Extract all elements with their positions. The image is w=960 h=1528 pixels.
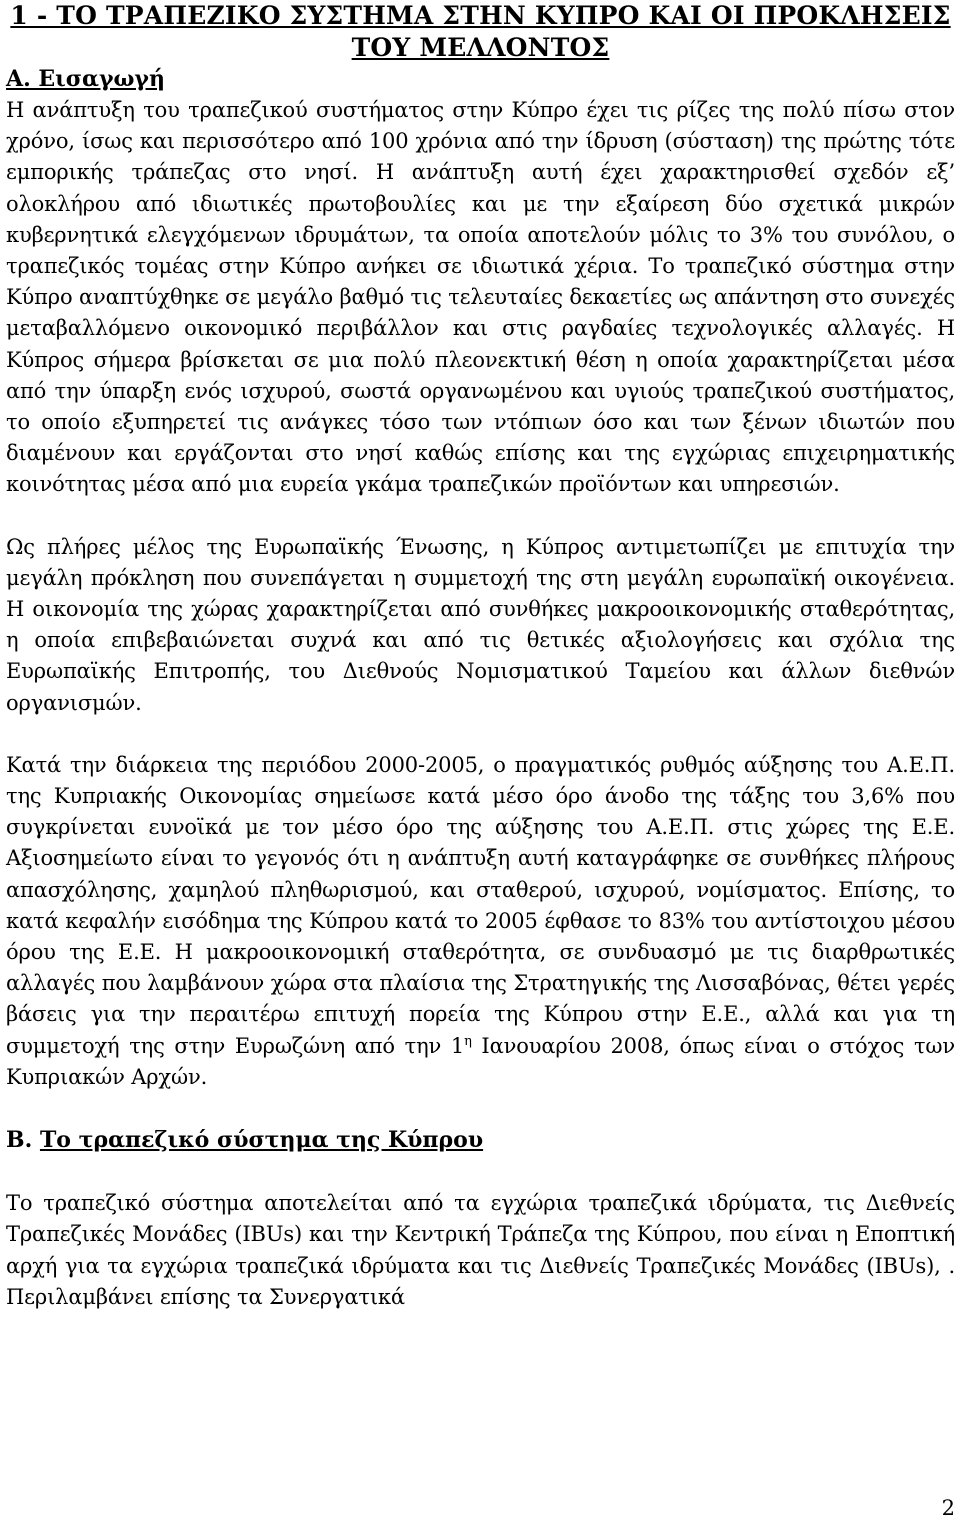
paragraph-spacer (6, 1156, 955, 1188)
section-a-paragraph-3-text: Κατά την διάρκεια της περιόδου 2000-2005, ο πραγματικός ρυθμός αύξησης του Α.Ε.Π. της Κυπριακής Οικονομίας σημείωσε κατά μέσο όρο άνοδο της τάξης του 3,6% που συγκρίνεται ευνοϊκά με τον μέσο όρο της αύξησης του Α.Ε.Π. στις χώρες της Ε.Ε. Αξιοσημείωτο είναι το γεγονός ότι η ανάπτυξη αυτή καταγράφηκε σε συνθήκες πλήρους απασχόλησης, χαμηλού πληθωρισμού, και σταθερού, ισχυρού, νομίσματος. Επίσης, το κατά κεφαλήν εισόδημα της Κύπρου κατά το 2005 έφθασε το 83% του αντίστοιχου μέσου όρου της Ε.Ε. Η μακροοικονομική σταθερότητα, σε συνδυασμό με τις διαρθρωτικές αλλαγές που λαμβάνουν χώρα στα πλαίσια της Στρατηγικής της Λισσαβόνας, θέτει γερές βάσεις για την περαιτέρω επιτυχή πορεία της Κύπρου στην Ε.Ε., αλλά και για τη συμμετοχή της στην Ευρωζώνη από την 1 (6, 752, 955, 1058)
section-a-paragraph-2: Ως πλήρες μέλος της Ευρωπαϊκής Ένωσης, η Κύπρος αντιμετωπίζει με επιτυχία την μεγάλη πρόκληση που συνεπάγεται η συμμετοχή της στη μεγάλη ευρωπαϊκή οικογένεια. Η οικονομία της χώρας χαρακτηρίζεται από συνθήκες μακροοικονομικής σταθερότητας, η οποία επιβεβαιώνεται συχνά και από τις θετικές αξιολογήσεις και σχόλια της Ευρωπαϊκής Επιτροπής, του Διεθνούς Νομισματικού Ταμείου και άλλων διεθνών οργανισμών. (6, 534, 955, 715)
section-b-title: Το τραπεζικό σύστημα της Κύπρου (39, 1127, 484, 1154)
section-a-heading: Α. Εισαγωγή (6, 66, 165, 92)
paragraph-spacer (6, 1093, 955, 1125)
section-a-paragraph-3-end: Ιανουαρίου 2008, όπως είναι ο στόχος των Κυπριακών Αρχών. (6, 1033, 955, 1089)
ordinal-suffix: η (464, 1033, 472, 1049)
document-title: 1 - ΤΟ ΤΡΑΠΕΖΙΚΟ ΣΥΣΤΗΜΑ ΣΤΗΝ ΚΥΠΡΟ ΚΑΙ ΟΙ ΠΡΟΚΛΗΣΕΙΣ ΤΟΥ ΜΕΛΛΟΝΤΟΣ (10, 1, 951, 62)
paragraph-spacer (6, 719, 955, 750)
paragraph-spacer (6, 501, 955, 532)
document-page (6, 0, 955, 1313)
section-b-prefix: Β. (6, 1127, 33, 1154)
section-b-paragraph: Το τραπεζικό σύστημα αποτελείται από τα εγχώρια τραπεζικά ιδρύματα, τις Διεθνείς Τραπεζικές Μονάδες (IBUs) και την Κεντρική Τράπεζα της Κύπρου, που είναι η Εποπτική αρχή για τα εγχώρια τραπεζικά ιδρύματα και τις Διεθνείς Τραπεζικές Μονάδες (IBUs), . Περιλαμβάνει επίσης τα Συνεργατικά (6, 1191, 955, 1309)
section-a-paragraph-3 (6, 750, 955, 1093)
section-b-heading (6, 1125, 955, 1156)
page-number: 2 (941, 1496, 955, 1520)
section-a-paragraph-1: Η ανάπτυξη του τραπεζικού συστήματος στην Κύπρο έχει τις ρίζες της πολύ πίσω στον χρόνο, ίσως και περισσότερο από 100 χρόνια από την ίδρυση (σύσταση) της πρώτης τότε εμπορικής τράπεζας στο νησί. Η ανάπτυξη αυτή έχει χαρακτηρισθεί σχεδόν εξ’ ολοκλήρου από ιδιωτικές πρωτοβουλίες και με την εξαίρεση δύο σχετικά μικρών κυβερνητικά ελεγχόμενων ιδρυμάτων, τα οποία αποτελούν μόλις το 3% του συνόλου, ο τραπεζικός τομέας στην Κύπρο ανήκει σε ιδιωτικά χέρια. Το τραπεζικό σύστημα στην Κύπρο αναπτύχθηκε σε μεγάλο βαθμό τις τελευταίες δεκαετίες ως απάντηση στο συνεχές μεταβαλλόμενο οικονομικό περιβάλλον και στις ραγδαίες τεχνολογικές αλλαγές. Η Κύπρος σήμερα βρίσκεται σε μια πολύ πλεονεκτική θέση η οποία χαρακτηρίζεται μέσα από την ύπαρξη ενός ισχυρού, σωστά οργανωμένου και υγιούς τραπεζικού συστήματος, το οποίο εξυπηρετεί τις ανάγκες τόσο των ντόπιων όσο και των ξένων ιδιωτών που διαμένουν και εργάζονται στο νησί καθώς επίσης και της εγχώριας επιχειρηματικής κοινότητας μέσα από μια ευρεία γκάμα τραπεζικών προϊόντων και υπηρεσιών. (6, 98, 955, 497)
